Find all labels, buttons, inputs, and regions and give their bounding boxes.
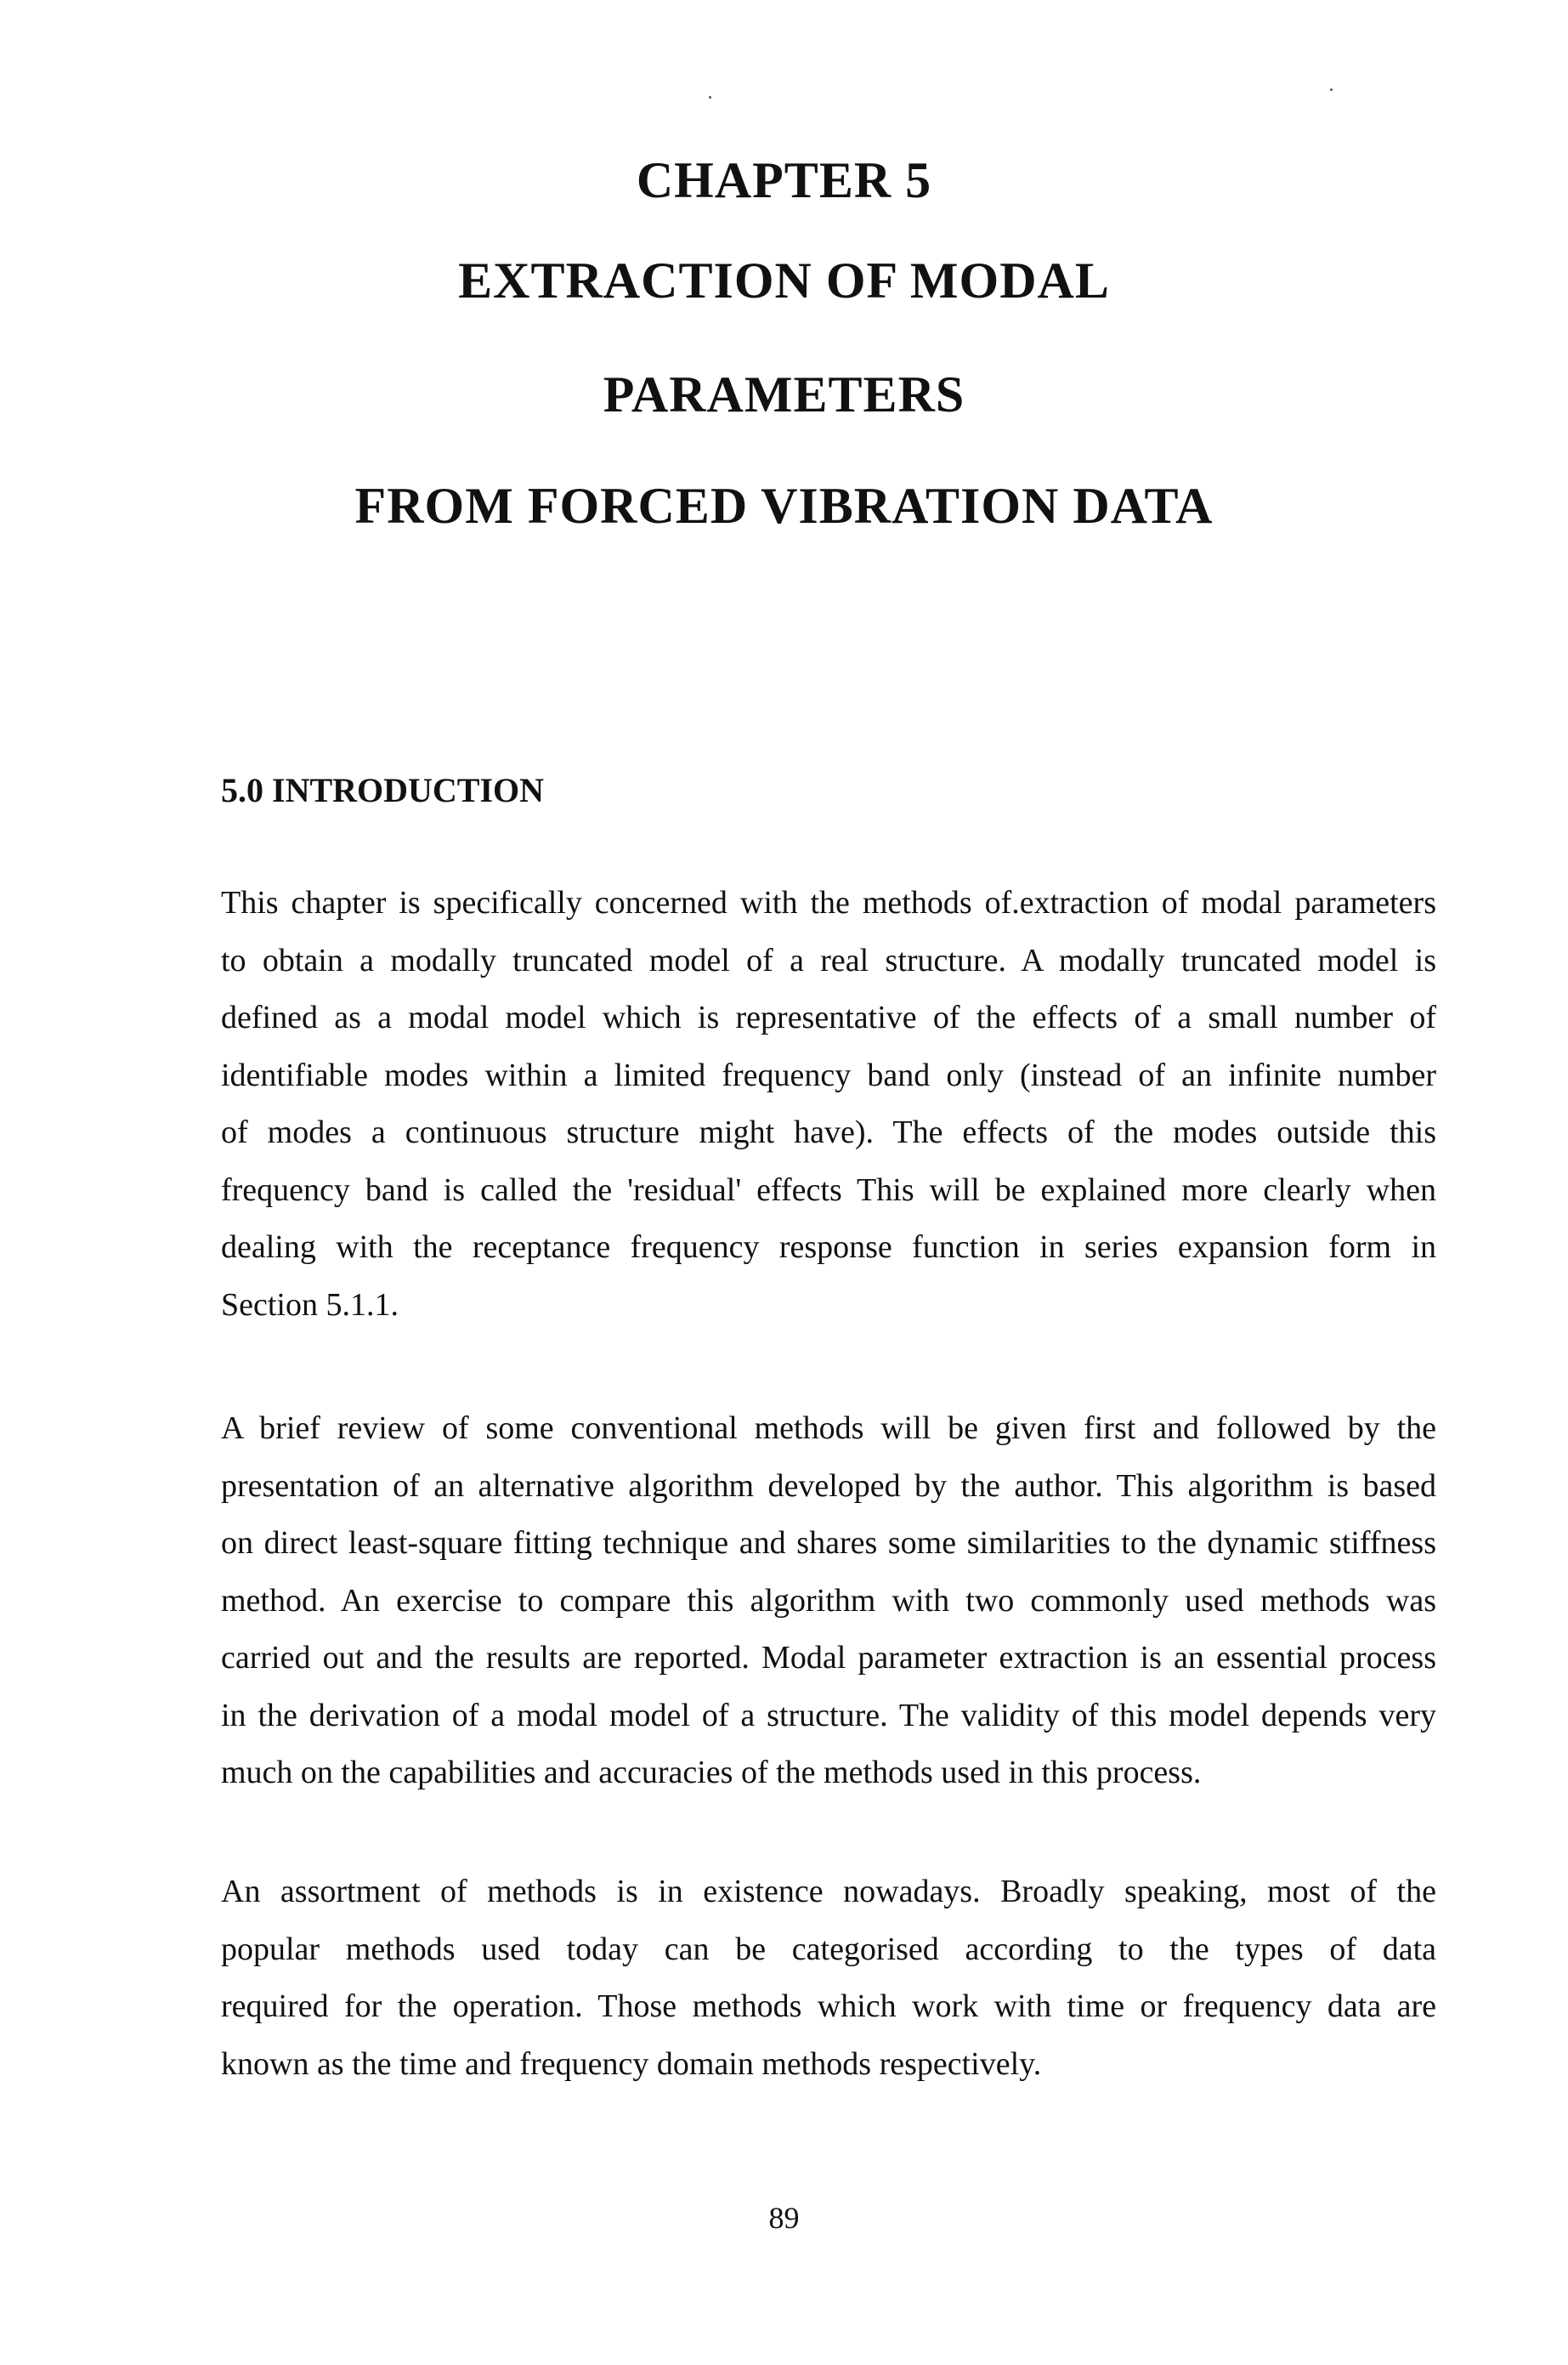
paragraph-line: of modes a continuous structure might have). The effects of the modes outside this — [221, 1114, 1436, 1150]
paragraph-line: This chapter is specifically concerned with the methods of.extraction of modal parameters — [221, 885, 1436, 921]
paragraph-1 — [221, 875, 1436, 1334]
paragraph-line: An assortment of methods is in existence nowadays. Broadly speaking, most of the — [221, 1874, 1436, 1909]
paragraph-2 — [221, 1400, 1436, 1802]
paragraph-line: presentation of an alternative algorithm developed by the author. This algorithm is based — [221, 1467, 1436, 1504]
chapter-title-line-1: EXTRACTION OF MODAL — [458, 252, 1110, 309]
chapter-number: CHAPTER 5 — [636, 152, 932, 208]
paragraph-line: known as the time and frequency domain methods respectively. — [221, 2045, 1042, 2082]
paragraph-line: frequency band is called the 'residual' effects This will be explained more clearly when — [221, 1171, 1436, 1208]
paragraph-line: on direct least-square fitting technique and shares some similarities to the dynamic stiffness — [221, 1525, 1436, 1561]
paragraph-line: required for the operation. Those methods which work with time or frequency data are — [221, 1988, 1436, 2024]
chapter-title-line-2: PARAMETERS — [603, 366, 965, 423]
paragraph-line: much on the capabilities and accuracies of the methods used in this process. — [221, 1755, 1202, 1790]
paragraph-line: carried out and the results are reported. Modal parameter extraction is an essential process — [221, 1640, 1436, 1676]
paragraph-line: method. An exercise to compare this algorithm with two commonly used methods was — [221, 1582, 1436, 1619]
paragraph-line: dealing with the receptance frequency response function in series expansion form in — [221, 1229, 1436, 1265]
paragraph-line: Section 5.1.1. — [221, 1286, 399, 1323]
page-number: 89 — [768, 2201, 800, 2235]
paragraph-3 — [221, 1863, 1436, 2093]
chapter-title-line-3: FROM FORCED VIBRATION DATA — [354, 478, 1214, 534]
paragraph-line: in the derivation of a modal model of a structure. The validity of this model depends very — [221, 1697, 1436, 1733]
paragraph-line: defined as a modal model which is representative of the effects of a small number of — [221, 1000, 1436, 1035]
scan-speck-right — [1330, 88, 1333, 91]
paragraph-line: identifiable modes within a limited frequency band only (instead of an infinite number — [221, 1057, 1436, 1093]
scan-speck-left — [709, 96, 711, 99]
paragraph-line: A brief review of some conventional methods will be given first and followed by the — [221, 1410, 1436, 1446]
paragraph-line: popular methods used today can be categorised according to the types of data — [221, 1931, 1436, 1967]
paragraph-line: to obtain a modally truncated model of a real structure. A modally truncated model is — [221, 942, 1436, 978]
section-heading: 5.0 INTRODUCTION — [221, 771, 545, 809]
